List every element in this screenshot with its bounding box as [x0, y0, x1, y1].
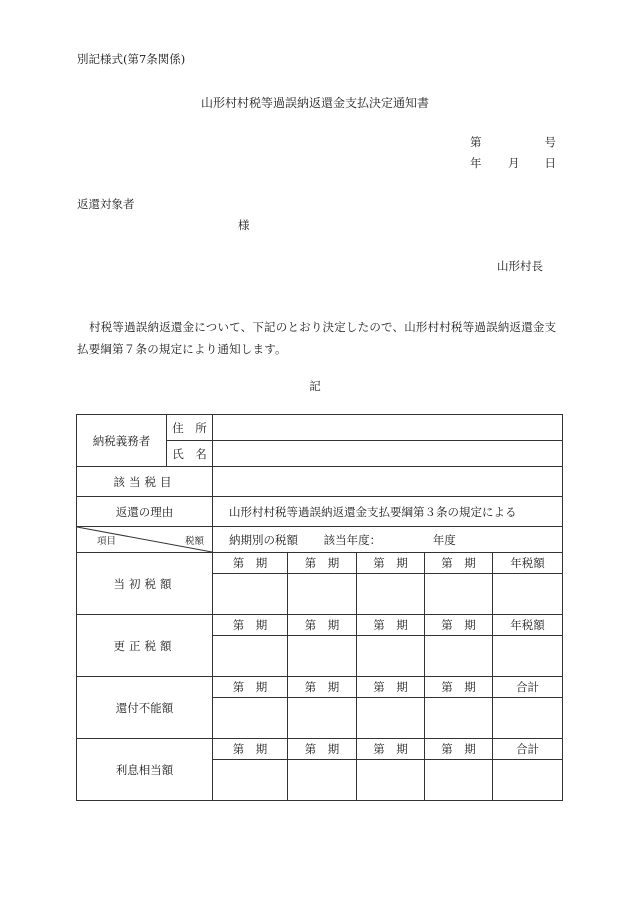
- section-header-row: [77, 677, 563, 698]
- total-label: 年税額: [493, 553, 563, 574]
- period-amount-field[interactable]: [213, 698, 288, 739]
- period-label: 第 期: [213, 553, 288, 574]
- period-label: 第 期: [288, 615, 357, 636]
- period-label: 第 期: [213, 677, 288, 698]
- period-label: 第 期: [213, 615, 288, 636]
- period-label: 第 期: [357, 553, 425, 574]
- period-amount-field[interactable]: [288, 574, 357, 615]
- period-header: 納期別の税額: [229, 532, 298, 547]
- period-label: 第 期: [288, 677, 357, 698]
- recipient-label: 返還対象者: [77, 197, 135, 211]
- body-text: 村税等過誤納返還金について、下記のとおり決定したので、山形村村税等過誤納返還金支払要綱第７条の規定により通知します。: [77, 320, 557, 356]
- total-amount-field[interactable]: [493, 760, 563, 801]
- ki-heading: 記: [309, 379, 321, 393]
- diag-item-label: 項目: [97, 536, 117, 547]
- reason-label: 返還の理由: [77, 497, 213, 527]
- section-label: 利息相当額: [77, 739, 213, 801]
- number-go: 号: [544, 135, 556, 149]
- period-label: 第 期: [425, 739, 493, 760]
- total-label: 合計: [493, 677, 563, 698]
- period-amount-field[interactable]: [425, 574, 493, 615]
- period-amount-field[interactable]: [357, 698, 425, 739]
- number-dai: 第: [470, 135, 482, 149]
- refund-table: [76, 414, 563, 801]
- document-title: 山形村村税等過誤納返還金支払決定通知書: [200, 96, 429, 110]
- section-label: 更正税額: [77, 615, 213, 677]
- date-year: 年: [470, 156, 482, 170]
- total-amount-field[interactable]: [493, 698, 563, 739]
- section-header-row: [77, 615, 563, 636]
- period-header-row: [213, 527, 563, 553]
- period-amount-field[interactable]: [425, 760, 493, 801]
- recipient-honorific: 様: [238, 218, 250, 232]
- total-label: 年税額: [493, 615, 563, 636]
- period-label: 第 期: [288, 553, 357, 574]
- period-label: 第 期: [425, 615, 493, 636]
- period-label: 第 期: [213, 739, 288, 760]
- period-amount-field[interactable]: [425, 636, 493, 677]
- item-tax-diagonal-header: [77, 527, 213, 553]
- period-amount-field[interactable]: [288, 698, 357, 739]
- period-amount-field[interactable]: [213, 636, 288, 677]
- period-amount-field[interactable]: [213, 760, 288, 801]
- period-amount-field[interactable]: [357, 760, 425, 801]
- taxpayer-label: 納税義務者: [77, 415, 167, 467]
- period-amount-field[interactable]: [288, 636, 357, 677]
- period-amount-field[interactable]: [288, 760, 357, 801]
- period-amount-field[interactable]: [357, 636, 425, 677]
- tax-item-label: 該当税目: [77, 467, 213, 497]
- period-label: 第 期: [425, 677, 493, 698]
- period-amount-field[interactable]: [357, 574, 425, 615]
- section-label: 還付不能額: [77, 677, 213, 739]
- period-label: 第 期: [357, 615, 425, 636]
- address-label: 住 所: [167, 415, 213, 441]
- fiscal-year-suffix: 年度: [432, 532, 456, 547]
- section-header-row: [77, 553, 563, 574]
- reason-value: 山形村村税等過誤納返還金支払要綱第３条の規定による: [213, 497, 563, 527]
- name-field[interactable]: [213, 441, 563, 467]
- issuer-name: 山形村長: [497, 259, 543, 273]
- amount-sections: [77, 553, 563, 801]
- total-amount-field[interactable]: [493, 574, 563, 615]
- form-label: 別記様式(第7条関係): [77, 52, 186, 66]
- fiscal-year-label: 該当年度：: [323, 532, 382, 547]
- period-amount-field[interactable]: [213, 574, 288, 615]
- total-label: 合計: [493, 739, 563, 760]
- total-amount-field[interactable]: [493, 636, 563, 677]
- period-label: 第 期: [425, 553, 493, 574]
- diag-tax-label: 税額: [184, 536, 204, 547]
- period-label: 第 期: [357, 739, 425, 760]
- name-label: 氏 名: [167, 441, 213, 467]
- date-day: 日: [544, 156, 556, 170]
- section-label: 当初税額: [77, 553, 213, 615]
- section-header-row: [77, 739, 563, 760]
- period-amount-field[interactable]: [425, 698, 493, 739]
- date-month: 月: [508, 156, 520, 170]
- period-label: 第 期: [288, 739, 357, 760]
- period-label: 第 期: [357, 677, 425, 698]
- tax-item-field[interactable]: [213, 467, 563, 497]
- address-field[interactable]: [213, 415, 563, 441]
